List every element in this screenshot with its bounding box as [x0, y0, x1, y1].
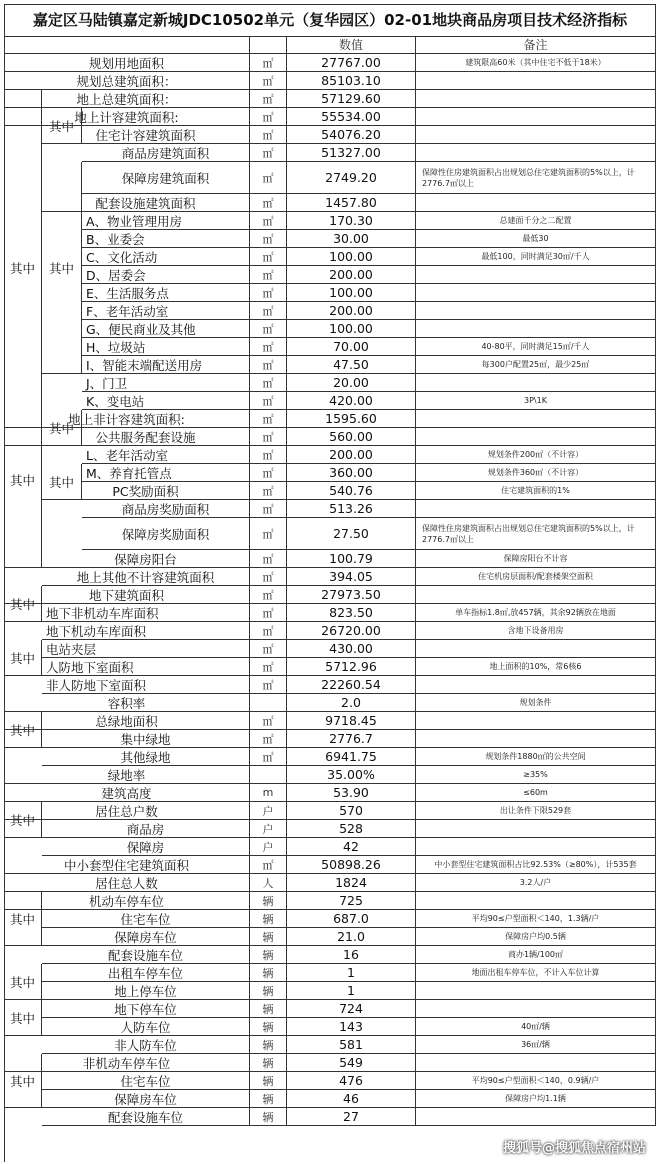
group-label: 其中 [4, 640, 42, 676]
row-unit [250, 694, 287, 712]
row-label: 住宅车位 [42, 1072, 250, 1090]
row-note: 住宅机房层面积/配套楼架空面积 [416, 568, 656, 586]
group-label: 其中 [4, 586, 42, 622]
row-value: 823.50 [287, 604, 416, 622]
header-unit [250, 36, 287, 54]
row-value: 540.76 [287, 482, 416, 500]
header-blank [4, 36, 250, 54]
row-label: 规划用地面积 [4, 54, 250, 72]
row-unit: ㎡ [250, 640, 287, 658]
row-note [416, 838, 656, 856]
row-value: 360.00 [287, 464, 416, 482]
row-unit: ㎡ [250, 622, 287, 640]
row-value: 200.00 [287, 302, 416, 320]
row-label: 保障房车位 [42, 1090, 250, 1108]
row-label: L、老年活动室 [82, 446, 250, 464]
row-note [416, 320, 656, 338]
row-label: B、业委会 [82, 230, 250, 248]
row-label: 建筑高度 [4, 784, 250, 802]
row-note [416, 126, 656, 144]
row-value: 724 [287, 1000, 416, 1018]
row-label: 保障房车位 [42, 928, 250, 946]
row-value: 46 [287, 1090, 416, 1108]
row-value: 581 [287, 1036, 416, 1054]
row-label: 配套设施车位 [42, 946, 250, 964]
row-unit: ㎡ [250, 856, 287, 874]
group-label: 其中 [4, 1054, 42, 1108]
row-value: 1 [287, 964, 416, 982]
row-note [416, 982, 656, 1000]
row-label: 保障房 [42, 838, 250, 856]
row-value: 100.00 [287, 284, 416, 302]
row-label: I、智能末端配送用房 [82, 356, 250, 374]
row-note: 最低100，同时满足30㎡/千人 [416, 248, 656, 266]
row-value: 143 [287, 1018, 416, 1036]
row-value: 70.00 [287, 338, 416, 356]
row-unit: ㎡ [250, 338, 287, 356]
row-value: 2.0 [287, 694, 416, 712]
row-label: 配套设施车位 [42, 1108, 250, 1126]
row-unit: 辆 [250, 946, 287, 964]
row-note [416, 1000, 656, 1018]
row-value: 1595.60 [287, 410, 416, 428]
row-value: 2749.20 [287, 162, 416, 194]
row-label: 商品房奖励面积 [82, 500, 250, 518]
row-unit: ㎡ [250, 72, 287, 90]
row-unit: 户 [250, 820, 287, 838]
row-value: 725 [287, 892, 416, 910]
row-note [416, 72, 656, 90]
row-value: 21.0 [287, 928, 416, 946]
row-note: 每300户配置25㎡，最少25㎡ [416, 356, 656, 374]
row-label: 电站夹层 [42, 640, 250, 658]
row-note [416, 144, 656, 162]
row-value: 35.00% [287, 766, 416, 784]
group-label: 其中 [42, 162, 82, 374]
row-unit: ㎡ [250, 428, 287, 446]
row-note: 40-80平，同时满足15㎡/千人 [416, 338, 656, 356]
row-value: 9718.45 [287, 712, 416, 730]
row-note: 36㎡/辆 [416, 1036, 656, 1054]
row-unit: 辆 [250, 1108, 287, 1126]
row-note [416, 820, 656, 838]
row-unit: ㎡ [250, 54, 287, 72]
header-value: 数值 [287, 36, 416, 54]
row-value: 430.00 [287, 640, 416, 658]
row-label: 中小套型住宅建筑面积 [4, 856, 250, 874]
row-unit: ㎡ [250, 144, 287, 162]
row-value: 394.05 [287, 568, 416, 586]
row-unit: ㎡ [250, 550, 287, 568]
row-label: 集中绿地 [42, 730, 250, 748]
row-note: 单车指标1.8㎡,放457辆，其余92辆放在地面 [416, 604, 656, 622]
row-unit: ㎡ [250, 212, 287, 230]
row-unit: ㎡ [250, 126, 287, 144]
row-value: 57129.60 [287, 90, 416, 108]
row-value: 30.00 [287, 230, 416, 248]
row-value: 170.30 [287, 212, 416, 230]
row-value: 100.00 [287, 320, 416, 338]
row-unit: 辆 [250, 964, 287, 982]
row-value: 20.00 [287, 374, 416, 392]
row-value: 27973.50 [287, 586, 416, 604]
group-label: 其中 [42, 464, 82, 500]
watermark: 搜狐号@搜狐焦点宿州站 [502, 1141, 646, 1156]
row-value: 1 [287, 982, 416, 1000]
row-note: 平均90≤户型面积＜140，1.3辆/户 [416, 910, 656, 928]
row-label: 地下建筑面积 [4, 586, 250, 604]
row-value: 476 [287, 1072, 416, 1090]
row-unit: ㎡ [250, 676, 287, 694]
row-unit: ㎡ [250, 446, 287, 464]
group-label: 其中 [4, 1000, 42, 1036]
row-label: J、门卫 [82, 374, 250, 392]
row-value: 55534.00 [287, 108, 416, 126]
row-note: ≥35% [416, 766, 656, 784]
row-value: 687.0 [287, 910, 416, 928]
row-value: 420.00 [287, 392, 416, 410]
row-note: 平均90≤户型面积＜140，0.9辆/户 [416, 1072, 656, 1090]
row-label: 保障房建筑面积 [82, 162, 250, 194]
row-note: 商办1辆/100㎡ [416, 946, 656, 964]
row-label: 地下机动车库面积 [42, 622, 250, 640]
row-note [416, 90, 656, 108]
row-value: 42 [287, 838, 416, 856]
row-label: 地上计容建筑面积: [4, 108, 250, 126]
row-note [416, 410, 656, 428]
row-value: 200.00 [287, 446, 416, 464]
row-note: 含地下设备用房 [416, 622, 656, 640]
row-note [416, 500, 656, 518]
row-unit: ㎡ [250, 108, 287, 126]
row-note [416, 586, 656, 604]
row-unit: ㎡ [250, 248, 287, 266]
row-label: 住宅计容建筑面积 [42, 126, 250, 144]
row-unit: ㎡ [250, 500, 287, 518]
row-value: 51327.00 [287, 144, 416, 162]
row-value: 47.50 [287, 356, 416, 374]
row-label: 地上停车位 [42, 982, 250, 1000]
group-label: 其中 [4, 892, 42, 946]
group-label: 其中 [4, 712, 42, 748]
row-label: D、居委会 [82, 266, 250, 284]
row-value: 54076.20 [287, 126, 416, 144]
row-label: 机动车停车位 [4, 892, 250, 910]
row-note: 40㎡/辆 [416, 1018, 656, 1036]
row-unit: 辆 [250, 1054, 287, 1072]
row-note: 保障房户均0.5辆 [416, 928, 656, 946]
row-value: 560.00 [287, 428, 416, 446]
row-unit: ㎡ [250, 482, 287, 500]
row-unit: ㎡ [250, 518, 287, 550]
row-label: 居住总人数 [4, 874, 250, 892]
row-label: 配套设施建筑面积 [42, 194, 250, 212]
row-label: 非人防地下室面积 [42, 676, 250, 694]
row-label: 地下非机动车库面积 [42, 604, 250, 622]
group-label: 其中 [42, 410, 82, 446]
row-note: 保障房阳台不计容 [416, 550, 656, 568]
row-note [416, 730, 656, 748]
row-note [416, 374, 656, 392]
row-value: 1824 [287, 874, 416, 892]
row-value: 50898.26 [287, 856, 416, 874]
row-value: 26720.00 [287, 622, 416, 640]
row-label: M、养育托管点 [82, 464, 250, 482]
row-note: 建筑限高60米（其中住宅不低于18米） [416, 54, 656, 72]
row-note [416, 302, 656, 320]
row-unit: ㎡ [250, 658, 287, 676]
row-unit: ㎡ [250, 90, 287, 108]
row-value: 2776.7 [287, 730, 416, 748]
row-value: 27.50 [287, 518, 416, 550]
row-label: 非人防车位 [42, 1036, 250, 1054]
row-note [416, 676, 656, 694]
row-unit: ㎡ [250, 748, 287, 766]
row-unit: ㎡ [250, 730, 287, 748]
row-unit: ㎡ [250, 284, 287, 302]
row-note: 规划条件1880㎡的公共空间 [416, 748, 656, 766]
row-note: 保障房户均1.1辆 [416, 1090, 656, 1108]
row-label: 人防地下室面积 [42, 658, 250, 676]
row-unit: m [250, 784, 287, 802]
row-value: 549 [287, 1054, 416, 1072]
row-value: 1457.80 [287, 194, 416, 212]
row-unit: 辆 [250, 1000, 287, 1018]
row-label: G、便民商业及其他 [82, 320, 250, 338]
row-value: 5712.96 [287, 658, 416, 676]
row-unit: ㎡ [250, 464, 287, 482]
row-label: F、老年活动室 [82, 302, 250, 320]
group-label: 其中 [42, 108, 82, 144]
row-note: 规划条件200㎡（不计容） [416, 446, 656, 464]
row-label: 地上总建筑面积： [4, 90, 250, 108]
row-unit: 辆 [250, 928, 287, 946]
row-unit: 辆 [250, 1090, 287, 1108]
row-unit: 辆 [250, 910, 287, 928]
row-note: 3P\1K [416, 392, 656, 410]
row-note: 最低30 [416, 230, 656, 248]
group-label: 其中 [4, 392, 42, 568]
row-label: 地上非计容建筑面积: [4, 410, 250, 428]
group-label: 其中 [4, 964, 42, 1000]
row-label: 地上其他不计容建筑面积 [42, 568, 250, 586]
row-note [416, 1054, 656, 1072]
row-unit: ㎡ [250, 162, 287, 194]
row-note: ≤60m [416, 784, 656, 802]
row-unit: 人 [250, 874, 287, 892]
row-unit: 辆 [250, 1072, 287, 1090]
header-note: 备注 [416, 36, 656, 54]
row-note: 总建面千分之二配置 [416, 212, 656, 230]
row-note [416, 892, 656, 910]
row-value: 100.79 [287, 550, 416, 568]
row-note [416, 1108, 656, 1126]
row-unit [250, 766, 287, 784]
row-note [416, 640, 656, 658]
group-label: 其中 [4, 90, 42, 446]
row-value: 85103.10 [287, 72, 416, 90]
row-value: 513.26 [287, 500, 416, 518]
row-label: 出租车停车位 [42, 964, 250, 982]
row-label: 非机动车停车位 [4, 1054, 250, 1072]
row-unit: ㎡ [250, 392, 287, 410]
row-unit: 辆 [250, 1018, 287, 1036]
row-label: 居住总户数 [4, 802, 250, 820]
row-value: 200.00 [287, 266, 416, 284]
row-label: E、生活服务点 [82, 284, 250, 302]
row-value: 27 [287, 1108, 416, 1126]
row-unit: 辆 [250, 982, 287, 1000]
row-value: 27767.00 [287, 54, 416, 72]
row-unit: ㎡ [250, 604, 287, 622]
row-unit: ㎡ [250, 356, 287, 374]
row-label: 商品房建筑面积 [82, 144, 250, 162]
row-label: A、物业管理用房 [82, 212, 250, 230]
row-unit: ㎡ [250, 712, 287, 730]
row-note: 规划条件360㎡（不计容） [416, 464, 656, 482]
row-unit: ㎡ [250, 586, 287, 604]
row-label: 总绿地面积 [4, 712, 250, 730]
row-label: 其他绿地 [42, 748, 250, 766]
row-note: 3.2人/户 [416, 874, 656, 892]
row-unit: ㎡ [250, 374, 287, 392]
row-unit: ㎡ [250, 230, 287, 248]
row-note [416, 266, 656, 284]
row-label: 人防车位 [42, 1018, 250, 1036]
row-label: K、变电站 [82, 392, 250, 410]
row-value: 53.90 [287, 784, 416, 802]
row-unit: ㎡ [250, 194, 287, 212]
row-unit: ㎡ [250, 568, 287, 586]
row-unit: ㎡ [250, 410, 287, 428]
document-title: 嘉定区马陆镇嘉定新城JDC10502单元（复华园区）02-01地块商品房项目技术经济指标 [4, 4, 656, 37]
row-unit: ㎡ [250, 266, 287, 284]
group-label: 其中 [4, 802, 42, 838]
row-note: 地上面积的10%，常6核6 [416, 658, 656, 676]
row-note: 规划条件 [416, 694, 656, 712]
row-label: 规划总建筑面积： [4, 72, 250, 90]
row-label: PC奖励面积 [42, 482, 250, 500]
row-unit: ㎡ [250, 320, 287, 338]
row-unit: ㎡ [250, 302, 287, 320]
row-unit: 户 [250, 838, 287, 856]
row-note: 中小套型住宅建筑面积占比92.53%（≥80%），计535套 [416, 856, 656, 874]
row-note [416, 108, 656, 126]
row-note [416, 428, 656, 446]
row-unit: 辆 [250, 892, 287, 910]
indicator-table [4, 36, 656, 1162]
row-label: C、文化活动 [82, 248, 250, 266]
row-label: 住宅车位 [42, 910, 250, 928]
row-note [416, 194, 656, 212]
row-note: 住宅建筑面积的1% [416, 482, 656, 500]
row-label: 绿地率 [4, 766, 250, 784]
row-note: 地面出租车停车位，不计入车位计算 [416, 964, 656, 982]
row-note: 出让条件下限529套 [416, 802, 656, 820]
row-value: 528 [287, 820, 416, 838]
row-value: 6941.75 [287, 748, 416, 766]
row-label: 公共服务配套设施 [42, 428, 250, 446]
row-label: 保障房阳台 [42, 550, 250, 568]
row-unit: 辆 [250, 1036, 287, 1054]
row-note [416, 284, 656, 302]
row-label: H、垃圾站 [82, 338, 250, 356]
row-note: 保障性住房建筑面积占出规划总住宅建筑面积的5%以上，计2776.7㎡以上 [416, 162, 656, 194]
row-label: 保障房奖励面积 [82, 518, 250, 550]
row-value: 22260.54 [287, 676, 416, 694]
row-note: 保障性住房建筑面积占出规划总住宅建筑面积的5%以上，计2776.7㎡以上 [416, 518, 656, 550]
row-label: 容积率 [4, 694, 250, 712]
row-label: 地下停车位 [42, 1000, 250, 1018]
row-value: 16 [287, 946, 416, 964]
row-value: 570 [287, 802, 416, 820]
row-unit: 户 [250, 802, 287, 820]
row-label: 商品房 [42, 820, 250, 838]
row-note [416, 712, 656, 730]
row-value: 100.00 [287, 248, 416, 266]
